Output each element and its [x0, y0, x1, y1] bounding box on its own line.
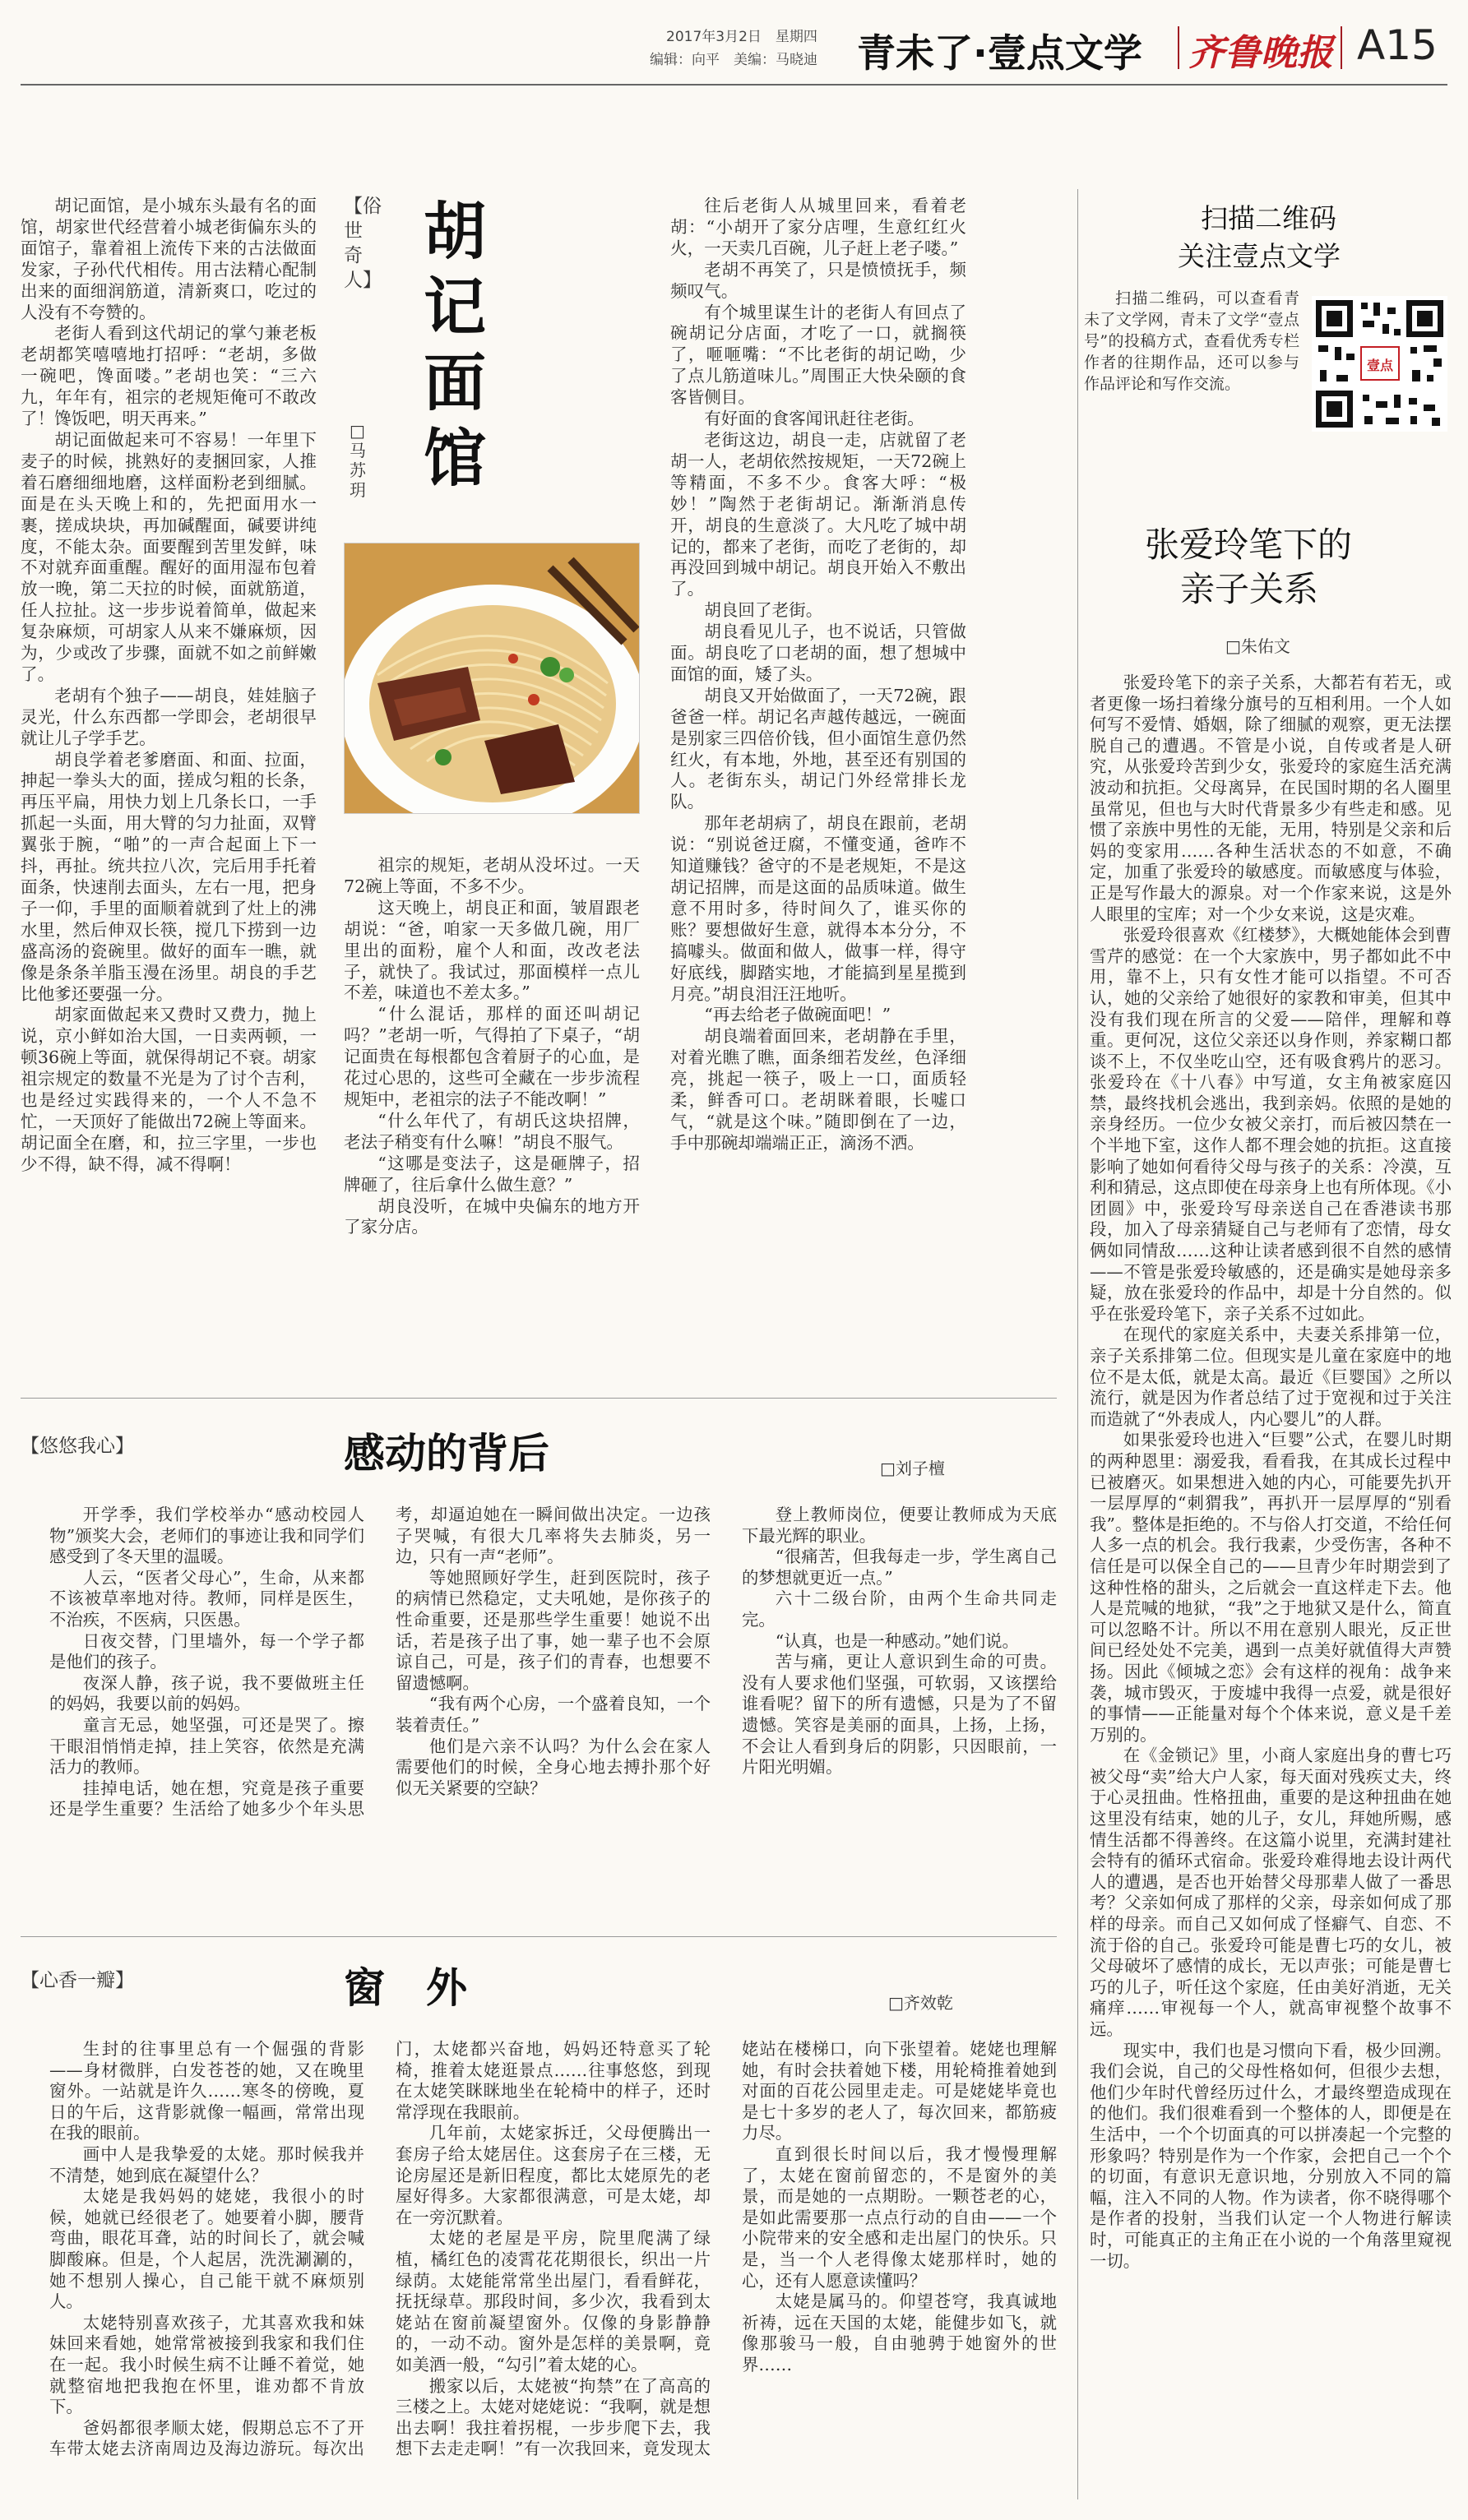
article-author: □刘子檀 — [880, 1459, 945, 1478]
paragraph: 胡良看见儿子，也不说话，只管做面。胡良吃了口老胡的面，想了想城中面馆的面，矮了头。 — [670, 622, 966, 684]
article-title: 窗 外 — [344, 1964, 467, 2012]
article-author: □朱佑文 — [1225, 636, 1290, 656]
column-tag: 【心香一瓣】 — [21, 1970, 134, 1991]
page-number: A15 — [1357, 21, 1438, 69]
noodle-bowl-illustration — [345, 543, 640, 814]
paragraph: 祖宗的规矩，老胡从没坏过。一天72碗上等面，不多不少。 — [344, 855, 640, 896]
paragraph: 胡记面馆，是小城东头最有名的面馆，胡家世代经营着小城老街偏东头的面馆子，靠着祖上流传下来的古法做面发家，子孙代代相传。用古法精心配制出来的面细润筋道，清新爽口，吃过的人没有不夸赞的。 — [21, 196, 317, 322]
paper-logo: 齐鲁晚报 — [1188, 32, 1333, 74]
editor-credit: 编辑：向平 美编：马晓迪 — [650, 52, 817, 68]
paragraph: “很痛苦，但我每走一步，学生离自己的梦想就更近一点。” — [742, 1547, 1057, 1588]
paragraph: 老胡不再笑了，只是愤愤抚手，频频叹气。 — [670, 259, 966, 301]
article-5-body — [49, 2039, 1057, 2508]
paragraph: 胡良又开始做面了，一天72碗，跟爸爸一样。胡记名声越传越远，一碗面是别家三四倍价钱，但小面馆生意仍然红火，有本地，外地，甚至还有别国的人。老街东头，胡记门外经常排长龙队。 — [670, 685, 966, 812]
paragraph: 有好面的食客闻讯赶往老街。 — [704, 409, 924, 429]
paragraph: 老街这边，胡良一走，店就留了老胡一人，老胡依然按规矩，一天72碗上等精面，不多不少。食客大呼：“极妙！”陶然于老街胡记。渐渐消息传开，胡良的生意淡了。大凡吃了城中胡记的，都来了老街，而吃了老街的，却再没回到城中胡记。胡良开始入不敷出了。 — [670, 429, 966, 599]
qr-logo-label: 壹点 — [1366, 358, 1393, 373]
paragraph: 胡记面做起来可不容易！一年里下麦子的时候，挑熟好的麦捆回家，人推着石磨细细地磨，这样面粉老到细腻。面是在头天晚上和的，先把面用水一裹，搓成块块，再加碱醒面，碱要讲纯度，不能太杂。面要醒到苦里发鲜，味不对就弃面重醒。醒好的面用湿布包着放一晚，第二天拉的时候，面就筋道，任人拉扯。这一步步说着简单，做起来复杂麻烦，可胡家人从来不嫌麻烦，因为，少或改了步骤，面就不如之前鲜嫩了。 — [21, 429, 317, 684]
paragraph: 往后老街人从城里回来，看着老胡：“小胡开了家分店哩，生意红红火火，一天卖几百碗，儿子赶上老子喽。” — [670, 196, 966, 258]
issue-date: 2017年3月2日 星期四 — [666, 29, 817, 45]
article-title-line-2: 亲子关系 — [1180, 569, 1319, 609]
article-author: □齐效乾 — [888, 1993, 953, 2013]
paragraph: 人云，“医者父母心”，生命，从来都不该被草率地对待。教师，同样是医生，不治疾，不医病，只医愚。 — [49, 1567, 364, 1630]
paragraph: 胡良回了老街。 — [704, 600, 823, 621]
paragraph: 胡良没听，在城中央偏东的地方开了家分店。 — [344, 1195, 640, 1237]
paragraph: 太姥是属马的。仰望苍穹，我真诚地祈祷，远在天国的太姥，能健步如飞，就像那骏马一般，自由驰骋于她窗外的世界…… — [742, 2291, 1057, 2374]
article-4-body — [49, 1505, 1057, 1920]
paragraph: 苦与痛，更让人意识到生命的可贵。没有人要求他们坚强，可软弱，又该摆给谁看呢？留下的所有遗憾，只是为了不留遗憾。笑容是美丽的面具，上扬，上扬，不会让人看到身后的阴影，只因眼前，一片阳光明媚。 — [742, 1652, 1057, 1778]
column-tag: 【悠悠我心】 — [21, 1436, 134, 1457]
qr-title-2: 关注壹点文学 — [1178, 240, 1341, 272]
paragraph: “我有两个心房，一个盛着良知，一个装着责任。” — [396, 1694, 711, 1735]
paragraph: 有个城里谋生计的老街人有回点了碗胡记分店面，才吃了一口，就搁筷了，咂咂嘴：“不比老街的胡记呦，少了点儿筋道味儿。”周围正大快朵颐的食客皆侧目。 — [670, 302, 966, 408]
article-1-col-3 — [670, 196, 966, 1380]
paragraph: “再去给老子做碗面吧！” — [704, 1005, 891, 1025]
paragraph: 那年老胡病了，胡良在跟前，老胡说：“别说爸迂腐，不懂变通，爸咋不知道赚钱？爸守的不是老规矩，不是这胡记招牌，而是这面的品质味道。做生意不用时多，待时间久了，谁买你的账？要想做好生意，就得本本分分，不搞噱头。做面和做人，做事一样，得守好底线，脚踏实地，才能搞到星星揽到月亮。”胡良泪汪汪地听。 — [670, 813, 966, 1004]
column-tag: 【俗世奇人】 — [344, 196, 382, 291]
header-divider-2 — [1341, 26, 1342, 69]
paragraph: “什么混话，那样的面还叫胡记吗？”老胡一听，气得拍了下桌子，“胡记面贵在每根都包含着厨子的心血，是花过心思的，这些可全藏在一步步流程规矩中，老祖宗的法子不能改啊！” — [344, 1004, 640, 1109]
section-rule-1 — [21, 1398, 1057, 1399]
article-1-col-1 — [21, 196, 317, 1380]
paragraph: 张爱玲笔下的亲子关系，大都若有若无，或者更像一场扫着缘分旗号的互相利用。一个人如何写不爱情、婚姻，除了细腻的观察，更无法摆脱自己的遭遇。不管是小说，自传或者是人研究，从张爱玲苦到少女，张爱玲的家庭生活充满波动和抗拒。父母离异，在民国时期的名人圈里虽常见，但也与大时代背景多少有些走和感。见惯了亲族中男性的无能，无用，特别是父亲和后妈的变家用……各种生活状态的不如意，不确定，加重了张爱玲的敏感度。而敏感度与体验，正是写作最大的源泉。对一个作家来说，这是外人眼里的宝库；对一个少女来说，这是灾难。 — [1090, 673, 1452, 924]
paragraph: 张爱玲很喜欢《红楼梦》，大概她能体会到曹雪芹的感觉：在一个大家族中，男子都如此不中用，靠不上，只有女性才能可以指望。不可否认，她的父亲给了她很好的家教和审美，但其中没有我们现在所言的父爱——陪伴，理解和尊重。更何况，这位父亲还以身作则，养家糊口都谈不上，不仅坐吃山空，还有吸食鸦片的恶习。张爱玲在《十八春》中写道，女主角被家庭囚禁，最终找机会逃出，我到亲妈。依照的是她的亲身经历。一位少女被父亲打，而后被囚禁在一个半地下室，这作人都不理会她的抗拒。这直接影响了她如何看待父母与孩子的关系：冷漠，互利和猜忌，这点即使在母亲身上也有所体现。《小团圆》中，张爱玲写母亲送自己在香港读书那段，加入了母亲猜疑自己与老师有了恋情，母女俩如同情敌……这种让读者感到很不自然的感情——不管是张爱玲敏感的，还是确实是她母亲多疑，放在张爱玲的作品中，却是十分自然的。似乎在张爱玲笔下，亲子关系不过如此。 — [1090, 925, 1452, 1324]
noodle-photo — [344, 543, 640, 814]
paragraph: 太姥是我妈妈的姥姥，我很小的时候，她就已经很老了。她要着小脚，腰背弯曲，眼花耳聋，站的时间长了，就会喊脚酸麻。但是，个人起居，洗洗涮涮的，她不想别人操心，自己能干就不麻烦别人。 — [49, 2186, 364, 2312]
paragraph: “认真，也是一种感动。”她们说。 — [775, 1630, 1019, 1651]
header-divider — [1178, 26, 1179, 69]
paragraph: 日夜交替，门里墙外，每一个学子都是他们的孩子。 — [49, 1630, 364, 1672]
paragraph: 太姥特别喜欢孩子，尤其喜欢我和妹妹回来看她，她常常被接到我家和我们住在一起。我小时候生病不让睡不着觉，她就整宿地把我抱在怀里，谁劝都不肯放下。 — [49, 2312, 364, 2417]
paragraph: 胡家面做起来又费时又费力，抛上说，京小鲜如治大国，一日卖两顿，一顿36碗上等面，就保得胡记不衰。胡家祖宗规定的数量不光是为了讨个吉利，也是经过实践得来的，一个人不急不忙，一天顶好了能做出72碗上等面来。胡记面全在磨，和，拉三字里，一步也少不得，缺不得，减不得啊！ — [21, 1005, 317, 1174]
paragraph: 开学季，我们学校举办“感动校园人物”颁奖大会，老师们的事迹让我和同学们感受到了冬天里的温暖。 — [49, 1505, 364, 1567]
paragraph: 等她照顾好学生，赶到医院时，孩子的病情已然稳定，丈夫吼她，是你孩子的性命重要，还是那些学生重要！她说不出话，若是孩子出了事，她一辈子也不会原谅自己，可是，孩子们的青春，也想要不留遗憾啊。 — [396, 1567, 711, 1693]
paragraph: 童言无忌，她坚强，可还是哭了。擦干眼泪悄悄走掉，挂上笑容，依然是充满活力的教师。 — [49, 1714, 364, 1778]
paragraph: 如果张爱玲也进入“巨婴”公式，在婴儿时期的两种恩里：溺爱我，看看我，在其成长过程中已被磨灭。如果想进入她的内心，可能要先扒开一层厚厚的“刺猬我”，再扒开一层厚厚的“别看我”。整体是拒绝的。不与俗人打交道，不给任何人多一点的机会。我行我素，少受伤害，各种不信任是可以保全自己的——旦青少年时期尝到了这种性格的甜头，之后就会一直这样走下去。他人是荒喊的地狱，“我”之于地狱又是什么，简直可以忽略不计。所以不用在意别人眼光，反正世间已经处处不完美，遇到一点美好就值得大声赞扬。因此《倾城之恋》会有这样的视角：战争来袭，城市毁灭，于废墟中我得一点爱，就是很好的事情——正能量对每个个体来说，意义是千差万别的。 — [1090, 1430, 1452, 1745]
article-title: 感动的背后 — [344, 1430, 549, 1477]
paragraph: 这天晚上，胡良正和面，皱眉跟老胡说：“爸，咱家一天多做几碗，用厂里出的面粉，雇个人和面，改改老法子，就快了。我试过，那面模样一点儿不差，味道也不差太多。” — [344, 897, 640, 1003]
paragraph: 生封的往事里总有一个倔强的背影——身材微胖，白发苍苍的她，又在晚里窗外。一站就是许久……寒冬的傍晚，夏日的午后，这背影就像一幅画，常常出现在我的眼前。 — [49, 2039, 364, 2143]
article-1-col-2 — [344, 855, 640, 1381]
article-3-body — [1090, 673, 1452, 2502]
paragraph: 登上教师岗位，便要让教师成为天底下最光辉的职业。 — [742, 1505, 1057, 1546]
paragraph: 搬家以后，太姥被“拘禁”在了高高的三楼之上。太姥对姥姥说：“我啊，就是想出去啊！我拄着拐棍，一步步爬下去，我想下去走走啊！”有一次我回来，竟发现太姥站在楼梯口，向下张望着。姥姥也理解她，有时会扶着她下楼，用轮椅推着她到对面的百花公园里走走。可是姥姥毕竟也是七十多岁的老人了，每次回来，都筋疲力尽。 — [396, 2039, 1057, 2459]
paragraph: 几年前，太姥家拆迁，父母便腾出一套房子给太姥居住。这套房子在三楼，无论房屋还是新旧程度，都比太姥原先的老屋好得多。大家都很满意，可是太姥，却在一旁沉默着。 — [396, 2123, 711, 2227]
paragraph: 在《金锁记》里，小商人家庭出身的曹七巧被父母“卖”给大户人家，每天面对残疾丈夫，终于心灵扭曲。性格扭曲，重要的是这种扭曲在她这里没有结束，她的儿子，女儿，拜她所赐，感情生活都不得善终。在这篇小说里，充满封建社会特有的循环式宿命。张爱玲难得地去设计两代人的遭遇，是否也开始替父母那辈人做了一番思考？父亲如何成了那样的父亲，母亲如何成了那样的母亲。而自己又如何成了怪癖气、自恋、不流于俗的自己。张爱玲可能是曹七巧的女儿，被父母破坏了感情的成长，无以声张；可能是曹七巧的儿子，听任这个家庭，任由美好消逝，无关痛痒……审视每一个人，就高审视整个故事不远。 — [1090, 1746, 1452, 2039]
paragraph: 现实中，我们也是习惯向下看，极少回溯。我们会说，自己的父母性格如何，但很少去想，他们少年时代曾经历过什么，才最终塑造成现在的他们。我们很难看到一个整体的人，即便是在生活中，一个个切面真的可以拼凑起一个完整的形象吗？特别是作为一个作家，会把自己一个个的切面，有意识无意识地，分别放入不同的篇幅，注入不同的人物。作为读者，你不晓得哪个是作者的投射，当我们认定一个人物进行解读时，可能真正的主角正在小说的一个角落里窥视一切。 — [1090, 2040, 1452, 2271]
article-title: 胡记面馆 — [424, 195, 486, 495]
paragraph: 扫描二维码，可以查看青未了文学网，青未了文学“壹点号”的投稿方式，查看优秀专栏作者的往期作品，还可以参与作品评论和写作交流。 — [1084, 289, 1299, 393]
column-rule — [1077, 189, 1078, 2499]
paragraph: 在现代的家庭关系中，夫妻关系排第一位，亲子关系排第二位。但现实是儿童在家庭中的地位不是太低，就是太高。最近《巨婴国》之所以流行，就是因为作者总结了过于宽视和过于关注而造就了“外表成人，内心婴儿”的人群。 — [1090, 1325, 1452, 1429]
page-section-title: 青未了·壹点文学 — [857, 31, 1142, 76]
paragraph: 老胡有个独子——胡良，娃娃脑子灵光，什么东西都一学即会，老胡很早就让儿子学手艺。 — [21, 685, 317, 748]
article-author: □马苏玥 — [350, 421, 366, 500]
header-rule — [21, 84, 1447, 86]
paragraph: 胡良端着面回来，老胡静在手里，对着光瞧了瞧，面条细若发丝，色泽细亮，挑起一筷子，吸上一口，面质轻柔，鲜香可口。老胡眯着眼，长嘘口气，“就是这个味。”随即倒在了一边，手中那碗却端端正正，滴汤不洒。 — [670, 1026, 966, 1153]
paragraph: 爸妈都很孝顺太姥，假期总忘不了开车带太姥去济南周边及海边游玩。每次出门，太姥都兴奋地，妈妈还特意买了轮椅，推着太姥逛景点……往事悠悠，到现在太姥笑眯眯地坐在轮椅中的样子，还时常浮现在我眼前。 — [49, 2039, 711, 2459]
paragraph: 直到很长时间以后，我才慢慢理解了，太姥在窗前留恋的，不是窗外的美景，而是她的一点期盼。一颗苍老的心，是如此需要那一点点行动的自由——一个小院带来的安全感和走出屋门的快乐。只是，当一个人老得像太姥那样时，她的心，还有人愿意读懂吗？ — [742, 2143, 1057, 2291]
paragraph: “这哪是变法子，这是砸牌子，招牌砸了，往后拿什么做生意？” — [344, 1153, 640, 1195]
qr-code[interactable] — [1312, 296, 1447, 432]
paragraph: 夜深人静，孩子说，我不要做班主任的妈妈，我要以前的妈妈。 — [49, 1672, 364, 1714]
article-title: 张爱玲笔下的 — [1145, 525, 1353, 565]
paragraph: 老街人看到这代胡记的掌勺兼老板老胡都笑嘻嘻地打招呼：“老胡，多做一碗吧，馋面喽。”老胡也笑：“三六九，年年有，祖宗的老规矩俺可不敢改了！馋饭吧，明天再来。” — [21, 323, 317, 429]
paragraph: 画中人是我挚爱的太姥。那时候我并不清楚，她到底在凝望什么？ — [49, 2143, 364, 2185]
qr-title: 扫描二维码 — [1201, 202, 1336, 234]
paragraph: 六十二级台阶，由两个生命共同走完。 — [742, 1588, 1057, 1630]
paragraph: 太姥的老屋是平房，院里爬满了绿植，橘红色的凌霄花花期很长，织出一片绿荫。太姥能常常坐出屋门，看看鲜花，抚抚绿草。那段时间，多少次，我看到太姥站在窗前凝望窗外。仅像的身影静静的，一动不动。窗外是怎样的美景啊，竟如美酒一般，“勾引”着太姥的心。 — [396, 2228, 711, 2374]
paragraph: 胡良学着老爹磨面、和面、拉面，抻起一拳头大的面，搓成匀粗的长条，再压平扁，用快力划上几条长口，一手抓起一头面，用大臂的匀力扯面，双臂翼张于腕，“啪”的一声合起面上下一抖，再扯。统共拉八次，完后用手托着面条，快速削去面头，左右一甩，把身子一仰，手里的面顺着就到了灶上的沸水里，然后伸双长筷，搅几下捞到一边盛高汤的瓷碗里。做好的面车一瞧，就像是条条羊脂玉漫在汤里。胡良的手艺比他爹还要强一分。 — [21, 749, 317, 1004]
paragraph: 挂掉电话，她在想，究竟是孩子重要还是学生重要？生活给了她多少个年头思考，却逼迫她在一瞬间做出决定。一边孩子哭喊，有很大几率将失去肺炎，另一边，只有一声“老师”。 — [49, 1505, 711, 1819]
paragraph: “什么年代了，有胡氏这块招牌，老法子稍变有什么嘛！”胡良不服气。 — [344, 1110, 640, 1152]
paragraph: 他们是六亲不认吗？为什么会在家人需要他们的时候，全身心地去搏扑那个好似无关紧要的空缺？ — [396, 1736, 711, 1798]
qr-description — [1084, 288, 1299, 452]
section-rule-2 — [21, 1936, 1057, 1937]
